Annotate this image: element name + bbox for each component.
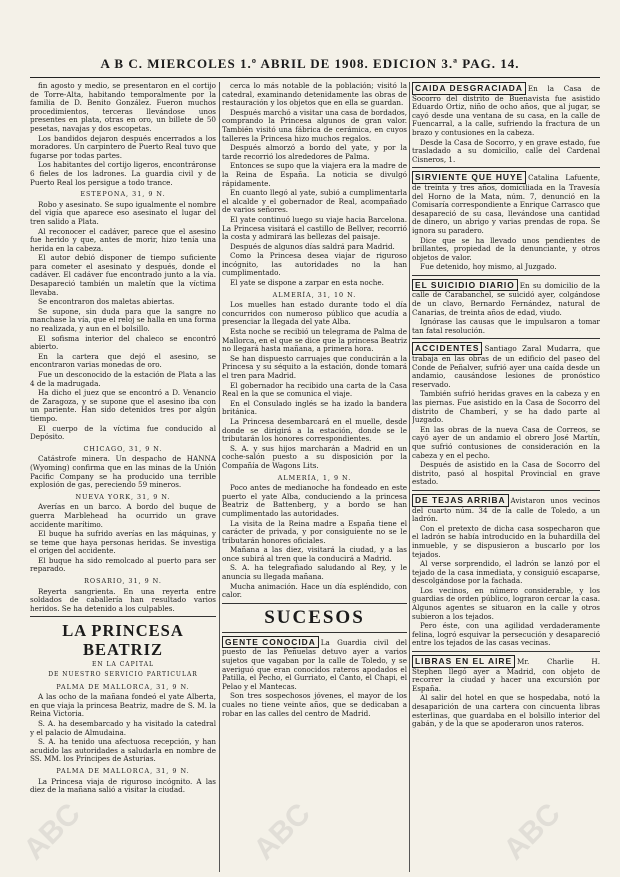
article-text: Después de asistido en la Casa de Socorro del distrito, pasó al hospital Provincial en grave estado.: [412, 460, 600, 487]
article-text: La Princesa desembarcará en el muelle, desde donde se dirigirá a la estación, donde se le tributarán los honores correspondientes.: [222, 416, 407, 444]
article-kicker: LIBRAS EN EL AIRE: [412, 655, 515, 668]
dateline: ESTEPONA, 31, 9 N.: [80, 190, 166, 199]
watermark: ABC: [247, 796, 317, 867]
article-text: S. A. ha desembarcado y ha visitado la catedral y el palacio de Almudaina.: [30, 719, 216, 737]
article-text: Con el pretexto de dicha casa sospecharon que el ladrón se había introducido en la buhardilla del inmueble, y se dispusieron a buscarlo por los tejados.: [412, 523, 600, 559]
article-text: fin agosto y medio, se presentaron en el cortijo de Torre-Alta, habitando temporalmente por la familia de D. Benito González. Fueron muchos procedimientos, terceras llevándose unos presentes en plata, otras en oro, un billete de 50 pesetas, navajas y dos escopetas.: [30, 82, 216, 133]
article-text: En cuanto llegó al yate, subió a cumplimentarla el alcalde y el gobernador de Real, acompañado de varios señores.: [222, 188, 407, 215]
article-text: Dice que se ha llevado unos pendientes de brillantes, propiedad de la denunciante, y otros objetos de valor.: [412, 235, 600, 262]
article-text: La Guardia civil del puesto de las Peñuelas detuvo ayer a varios sujetos que vagaban por la calle de Toledo, y se averiguó que eran conocidos rateros apodados el Patilla, el Pecho, el Gurriato, el Canto, el Chapi, el Pelao y el Mantecas.: [222, 637, 407, 691]
article-text: Después de algunos días saldrá para Madrid.: [230, 241, 395, 251]
article-text: El sofisma interior del chaleco se encontró abierto.: [30, 333, 216, 352]
article-text: Robo y asesinato. Se supo igualmente el nombre del vigía que aparece eso asesinato el lugar del tren salido a Plata.: [30, 199, 216, 226]
article-text: El cuerpo de la víctima fue conducido al Depósito.: [30, 423, 216, 442]
article-text: Ha dicho el juez que se encontró a D. Venancio de Zaragoza, y se supone que el asesino iba con un pariente. Han sido detenidos tres por algún tiempo.: [30, 388, 216, 423]
dateline: NUEVA YORK, 31, 9 N.: [75, 492, 171, 501]
article-text: Al reconocer el cadáver, parece que el asesino fue herido y que, antes de morir, hizo tenía una herida en la cabeza.: [30, 226, 216, 253]
page-header: A B C. MIERCOLES 1.º ABRIL DE 1908. EDICION 3.ª PAG. 14.: [100, 56, 520, 71]
article-kicker: GENTE CONOCIDA: [222, 636, 319, 649]
column-divider: [409, 82, 410, 872]
article-text: Poco antes de medianoche ha fondeado en este puerto el yate Alba, conduciendo a la princesa Beatriz de Battenberg, y a bordo se han cumplimentado las autoridades.: [222, 483, 407, 518]
article-text: Al salir del hotel en que se hospedaba, notó la desaparición de una cartera con cincuenta libras esterlinas, que guardaba en el bolsillo interior del gabán, y de la que se apoderaron unos rateros.: [412, 693, 600, 729]
article-text: También sufrió heridas graves en la cabeza y en las piernas. Fue asistido en la Casa de Socorro del distrito de Chamberí, y se ha dado parte al Juzgado.: [412, 389, 600, 425]
dateline: PALMA DE MALLORCA, 31, 9 N.: [56, 682, 190, 691]
article-text: Mañana a las diez, visitará la ciudad, y a las once subirá al tren que la conducirá a Madrid.: [222, 545, 407, 563]
article-kicker: CAIDA DESGRACIADA: [412, 82, 526, 95]
article-text: Se encontraron dos maletas abiertas.: [38, 297, 175, 307]
article-text: Santiago Zaral Mudarra, que trabaja en las obras de un edificio del paseo del Conde de Peñalver, sufrió ayer una caída desde un andamio, causándose lesiones de pronóstico reservado.: [412, 344, 600, 389]
article-text: Reyerta sangrienta. En una reyerta entre soldados de caballería han resultado varios heridos. Se ha detenido a los culpables.: [30, 586, 216, 613]
article-text: El yate se dispone a zarpar en esta noche.: [230, 278, 384, 288]
dateline: PALMA DE MALLORCA, 31, 9 N.: [56, 766, 190, 775]
separator: [30, 616, 216, 617]
article-text: Después almorzó a bordo del yate, y por la tarde recorrió los alrededores de Palma.: [222, 143, 407, 161]
article-text: En el Consulado inglés se ha izado la bandera británica.: [222, 398, 407, 417]
article-text: Catalina Lafuente, de treinta y tres años, domiciliada en la Travesía del Horno de la Mata, núm. 7, denunció en la Comisaría correspondiente a Enrique Carrasco que desapareció de su casa, llevándose una cantidad de dinero, un abrigo y varias prendas de ropa. Se ignora su paradero.: [412, 173, 600, 235]
separator: [412, 167, 600, 168]
article-text: Los bandidos dejaron después encerrados a los moradores. Un carpintero de Puerto Real tuvo que fugarse por todas partes.: [30, 133, 216, 160]
article-text: El buque ha sido remolcado al puerto para ser reparado.: [30, 555, 216, 574]
separator: [412, 490, 600, 491]
article-kicker: ACCIDENTES: [412, 342, 482, 355]
separator: [222, 603, 407, 604]
watermark: ABC: [17, 796, 87, 867]
article-text: La visita de la Reina madre a España tiene el carácter de privada, y por consiguiente no se le tributarán honores oficiales.: [222, 518, 407, 545]
dateline: CHICAGO, 31, 9 N.: [83, 444, 163, 453]
article-text: Después marchó a visitar una casa de bordados, comprando la Princesa algunos de gran valor. También visitó una fábrica de cerámica, en cuyos talleres la Princesa hizo muchos regalos.: [222, 107, 407, 143]
watermark: ABC: [497, 796, 567, 867]
subtitle: EN LA CAPITAL: [91, 661, 155, 669]
article-kicker: DE TEJAS ARRIBA: [412, 494, 509, 507]
dateline: ALMERÍA, 31, 10 N.: [272, 290, 357, 299]
article-text: Fue un desconocido de la estación de Plata a las 4 de la madrugada.: [30, 370, 216, 388]
separator: [412, 651, 600, 652]
article-text: Los habitantes del cortijo ligeros, encontráronse 6 fieles de los ladrones. La guardia civil y de Puerto Real los persigue a todo trance.: [30, 160, 216, 187]
article-text: Se han dispuesto carruajes que conducirán a la Princesa y su séquito a la estación, donde tomará el tren para Madrid.: [222, 353, 407, 380]
article-kicker: SIRVIENTE QUE HUYE: [412, 171, 526, 184]
article-text: Entonces se supo que la viajera era la madre de la Reina de España. La noticia se divulgó rápidamente.: [222, 161, 407, 188]
article-text: Desde la Casa de Socorro, y en grave estado, fue trasladado a su domicilio, calle del Cardenal Cisneros, 1.: [412, 137, 600, 164]
article-text: Avistaron unos vecinos del cuarto núm. 34 de la calle de Toledo, a un ladrón.: [412, 495, 600, 524]
dateline: ALMERÍA, 1, 9 N.: [277, 473, 352, 482]
separator: [222, 632, 407, 633]
article-text: S. A. ha tenido una afectuosa recepción, y han acudido las autoridades a saludarla en nombre de SS. MM. los Príncipes de Asturias.: [30, 737, 216, 764]
article-text: El autor debió disponer de tiempo suficiente para cometer el asesinato y después, donde el cadáver. El cadáver fue encontrado junto a la vía. Desapareció también un maletín que la víctima llevaba.: [30, 253, 216, 297]
subtitle: DE NUESTRO SERVICIO PARTICULAR: [48, 671, 198, 679]
column-3: [412, 82, 600, 872]
article-text: Se supone, sin duda para que la sangre no manchase la vía, que el reloj se halla en una forma no realizada, y aun en el bolsillo.: [30, 306, 216, 334]
article-text: Averías en un barco. A bordo del buque de guerra Marblehead ha ocurrido un grave accidente marítimo.: [30, 502, 216, 529]
article-text: Ignórase las causas que le impulsaron a tomar tan fatal resolución.: [412, 317, 600, 335]
article-text: Como la Princesa desea viajar de riguroso incógnito, las autoridades no la han cumplimentado.: [222, 251, 407, 278]
section-title: SUCESOS: [264, 606, 365, 628]
article-text: Fue detenido, hoy mismo, al Juzgado.: [420, 262, 557, 272]
column-divider: [219, 82, 220, 872]
article-text: En las obras de la nueva Casa de Correos, se cayó ayer de un andamio el obrero José Martín, que sufrió contusiones de consideración en la cabeza y en el pecho.: [412, 424, 600, 460]
article-text: Los vecinos, en número considerable, y los guardias de orden público, lograron cercar la casa. Algunos agentes se situaron en la calle y otros subieron a los tejados.: [412, 585, 600, 621]
article-text: S. A. ha telegrafiado saludando al Rey, y le anuncia su llegada mañana.: [222, 563, 407, 582]
separator: [412, 275, 600, 276]
article-text: cerca lo más notable de la población; visitó la catedral, examinando detenidamente las obras de restauración y los objetos que en ella se guardan.: [222, 82, 407, 108]
article-text: Mr. Charlie H. Stephen llegó ayer a Madrid, con objeto de recorrer la ciudad y hacer una excursión por España.: [412, 657, 600, 693]
article-text: El gobernador ha recibido una carta de la Casa Real en la que se comunica el viaje.: [222, 380, 407, 399]
column-1: [30, 82, 216, 872]
section-title: LA PRINCESA BEATRIZ: [62, 621, 184, 660]
article-kicker: EL SUICIDIO DIARIO: [412, 279, 518, 292]
column-2: [222, 82, 407, 872]
article-text: En la Casa de Socorro del distrito de Buenavista fue asistido Eduardo Ortiz, niño de ocho años, que al jugar, se cayó desde una ventana de su casa, en la calle de Fuencarral, a la calle, sufriendo la fractura de un brazo y contusiones en la cabeza.: [412, 84, 600, 137]
article-text: S. A. y sus hijos marcharán a Madrid en un coche-salón puesto a su disposición por la Compañía de Wagons Lits.: [222, 443, 407, 470]
article-text: El yate continuó luego su viaje hacia Barcelona. La Princesa visitará el castillo de Bellver, recorrió la costa y admirará las bellezas del paisaje.: [222, 214, 407, 242]
header-rule: [30, 77, 600, 78]
article-text: Mucha animación. Hace un día espléndido, con calor.: [222, 581, 407, 600]
article-text: Pero éste, con una agilidad verdaderamente felina, logró esquivar la persecución y desapareció entre los tejados de las casas vecinas.: [412, 621, 600, 648]
article-text: Son tres sospechosos jóvenes, el mayor de los cuales no tiene veinte años, que se dedicaban a robar en las calles del centro de Madrid.: [222, 691, 407, 718]
article-text: Esta noche se recibió un telegrama de Palma de Mallorca, en el que se dice que la princesa Beatriz no llegará hasta mañana, a primera hora.: [222, 327, 407, 354]
article-text: La Princesa viaja de riguroso incógnito. A las diez de la mañana salió a visitar la ciudad.: [30, 776, 216, 795]
article-text: A las ocho de la mañana fondeó el yate Alberta, en que viaja la princesa Beatriz, madre de S. M. la Reina Victoria.: [30, 692, 216, 719]
dateline: ROSARIO, 31, 9 N.: [84, 577, 162, 586]
separator: [412, 338, 600, 339]
article-text: Catástrofe minera. Un despacho de HANNA (Wyoming) confirma que en las minas de la Unión Pacific Company se ha producido una terrible explosión de gas, pereciendo 59 mineros.: [30, 454, 216, 490]
article-text: En su domicilio de la calle de Carabanchel, se suicidó ayer, colgándose de un clavo, Bernardo Fernández, natural de Canarias, de treinta años de edad, viudo.: [412, 280, 600, 317]
article-text: Al verse sorprendido, el ladrón se lanzó por el tejado de la casa inmediata, y consiguió escaparse, descolgándose por la fachada.: [412, 559, 600, 586]
article-text: En la cartera que dejó el asesino, se encontraron varias monedas de oro.: [30, 351, 216, 370]
article-text: Los muelles han estado durante todo el día concurridos con numeroso público que acudía a presenciar la llegada del yate Alba.: [222, 300, 407, 327]
article-text: El buque ha sufrido averías en las máquinas, y se teme que haya personas heridas. Se investiga el origen del accidente.: [30, 529, 216, 556]
